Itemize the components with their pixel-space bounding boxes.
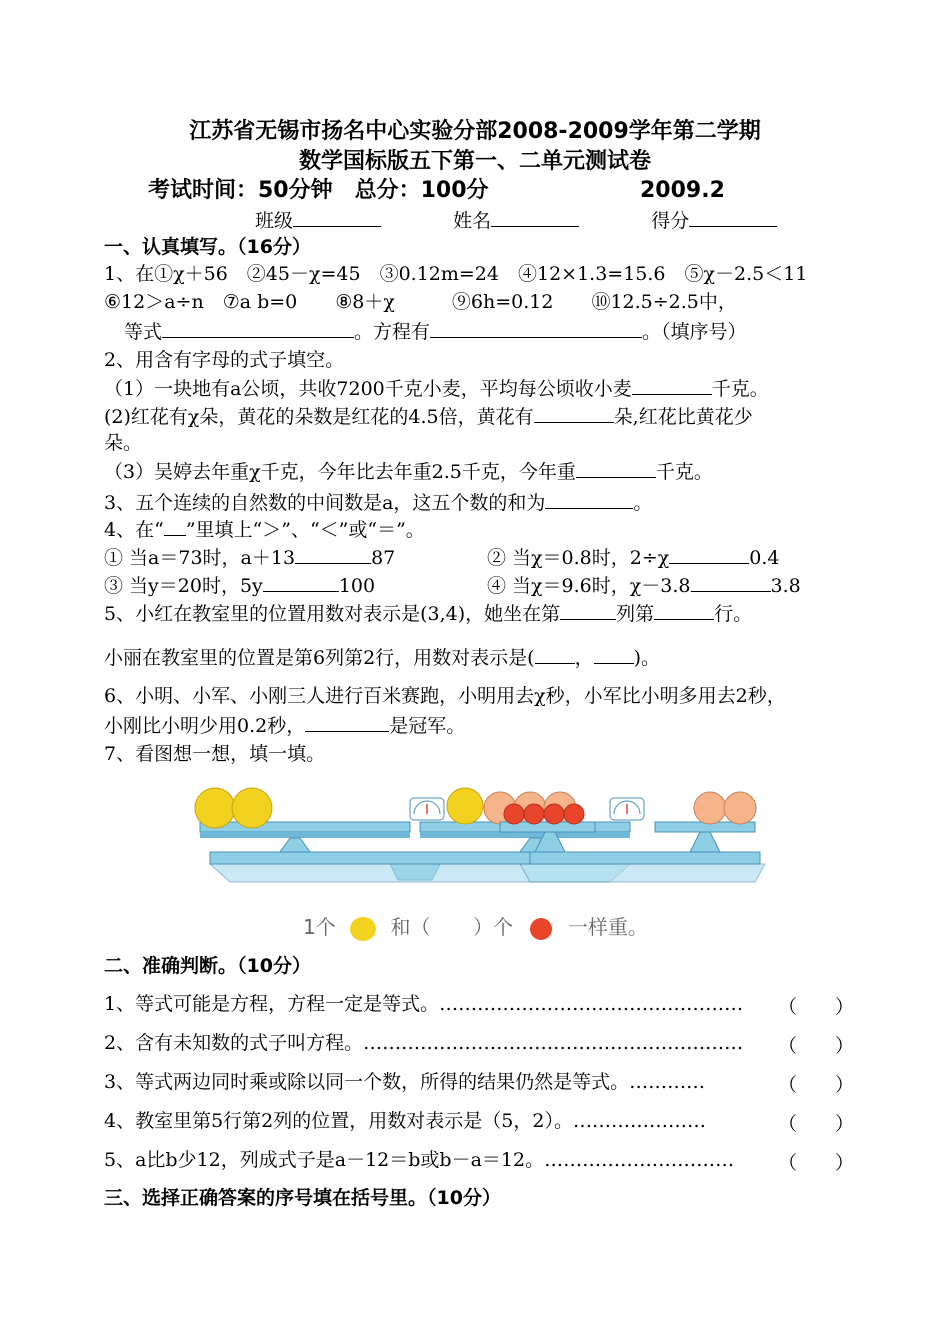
judge-item-4: 4、教室里第5行第2列的位置，用数对表示是（5，2）。………………… [104,1110,706,1132]
paren-open: （ [778,1035,798,1057]
caption-equal: 一样重。 [567,915,648,939]
q5-row-blank[interactable] [654,601,714,620]
q2-3-blank[interactable] [576,459,656,478]
exam-info: 考试时间：50分钟 总分：100分 [148,178,489,203]
caption-count: ）个 [473,915,514,939]
q5-text-b: 列第 [616,603,655,625]
q4-2-value: 0.4 [749,547,780,569]
q5-cont [104,645,660,670]
score-label: 得分 [651,210,690,232]
section-3-title: 三、选择正确答案的序号填在括号里。（10分） [104,1187,501,1209]
section-1-title: 一、认真填写。（16分） [104,236,311,258]
q5 [104,601,752,626]
q6-blank[interactable] [305,713,389,732]
q1-line3 [124,319,747,344]
q4-3-text: ③ 当y＝20时，5y [104,575,263,597]
paren-close: ） [835,1113,855,1135]
q2-2 [104,404,753,429]
judge-answer-1[interactable] [778,992,854,1019]
name-label: 姓名 [453,210,492,232]
judge-answer-3[interactable] [778,1070,854,1097]
q3-text: 3、五个连续的自然数的中间数是a，这五个数的和为 [104,492,546,514]
judge-answer-4[interactable] [778,1109,854,1136]
judge-answer-2[interactable] [778,1031,854,1058]
class-label: 班级 [255,210,294,232]
paren-open: （ [778,1113,798,1135]
figure-caption [303,915,648,941]
q5-text: 5、小红在教室里的位置用数对表示是(3,4)，她坐在第 [104,603,561,625]
q4-4-blank[interactable] [691,573,771,592]
judge-item-1: 1、等式可能是方程，方程一定是等式。………………………………………… [104,993,744,1015]
judge-item-5: 5、a比b少12，列成式子是a－12＝b或b－a＝12。………………………… [104,1149,735,1171]
q4-text-b: ”里填上“＞”、“＜”或“＝”。 [185,519,425,541]
q4-text-a: 4、在“ [104,519,164,541]
caption-and: 和（ [390,915,431,939]
q1-formula-blank[interactable] [430,319,642,338]
q4-1 [104,545,395,570]
q2-1-text: （1）一块地有a公顷，共收7200千克小麦，平均每公顷收小麦 [104,378,632,400]
apple-icon [530,918,552,940]
q2-2-blank[interactable] [534,404,614,423]
q4-4 [487,573,801,598]
header-fields [255,208,777,233]
q2-2-text-b: 朵,红花比黄花少 [613,406,753,428]
q4-4-text: ④ 当χ＝9.6时，χ－3.8 [487,575,691,597]
q2-3-unit: 千克。 [655,461,713,483]
exam-date: 2009.2 [640,178,725,203]
q6-line1: 6、小明、小军、小刚三人进行百米赛跑，小明用去χ秒，小军比小明多用去2秒， [104,685,786,707]
q5-end: 行。 [714,603,753,625]
q3-end: 。 [633,492,653,514]
q2-1 [104,376,769,401]
name-blank[interactable] [491,208,579,227]
q4-2-text: ② 当χ＝0.8时，2÷χ [487,547,670,569]
paren-close: ） [835,1035,855,1057]
q2-2-text: (2)红花有χ朵，黄花的朵数是红花的4.5倍，黄花有 [104,406,534,428]
q1-line2: ⑥12＞a÷n ⑦a b=0 ⑧8＋χ ⑨6h=0.12 ⑩12.5÷2.5中， [104,291,737,313]
q1-line1: 1、在①χ＋56 ②45－χ=45 ③0.12m=24 ④12×1.3=15.6 ⑤χ－2.5＜11 [104,263,808,285]
q4-4-value: 3.8 [770,575,801,597]
paren-open: （ [778,1074,798,1096]
q4-2 [487,545,780,570]
judge-answer-5[interactable] [778,1148,854,1175]
q2-1-unit: 千克。 [711,378,769,400]
page-title: 江苏省无锡市扬名中心实验分部2008-2009学年第二学期 [189,119,761,144]
q5-pair-x-blank[interactable] [535,645,575,664]
q2-3-text: （3）吴婷去年重χ千克，今年比去年重2.5千克，今年重 [104,461,576,483]
q2-3 [104,459,713,484]
paren-close: ） [835,1074,855,1096]
q2-2-cont: 朵。 [104,432,143,454]
q6-end: 是冠军。 [389,715,466,737]
q4-3-value: 100 [338,575,376,597]
q3-blank[interactable] [545,490,633,509]
q4-sample-blank [164,517,186,536]
q5-pair-y-blank[interactable] [594,645,634,664]
judge-item-3: 3、等式两边同时乘或除以同一个数，所得的结果仍然是等式。………… [104,1071,706,1093]
paren-open: （ [778,1152,798,1174]
q1-label-end: 。（填序号） [642,321,747,343]
q4-3 [104,573,375,598]
q5-comma: ， [574,647,594,669]
q4-1-value: 87 [371,547,396,569]
q4-1-blank[interactable] [295,545,371,564]
score-blank[interactable] [689,208,777,227]
class-blank[interactable] [293,208,381,227]
q4-3-blank[interactable] [263,573,339,592]
q4-1-text: ① 当a＝73时，a＋13 [104,547,296,569]
paren-close: ） [835,1152,855,1174]
q7-title: 7、看图想一想，填一填。 [104,743,326,765]
paren-close: ） [835,996,855,1018]
q1-equation-blank[interactable] [162,319,354,338]
q2-1-blank[interactable] [632,376,712,395]
page-subtitle: 数学国标版五下第一、二单元测试卷 [298,149,651,174]
q5-cont-end: )。 [633,647,661,669]
q1-label-formula: 。方程有 [354,321,431,343]
q4-2-blank[interactable] [669,545,749,564]
q6-line2 [104,713,465,738]
q1-label-equation: 等式 [124,321,163,343]
q2-title: 2、用含有字母的式子填空。 [104,349,345,371]
q4-title [104,517,425,542]
q3 [104,490,652,515]
caption-one: 1个 [303,915,336,939]
q5-cont-text: 小丽在教室里的位置是第6列第2行，用数对表示是( [104,647,535,669]
q5-col-blank[interactable] [560,601,616,620]
q6-text: 小刚比小明少用0.2秒， [104,715,306,737]
paren-open: （ [778,996,798,1018]
pear-icon [350,917,376,941]
section-2-title: 二、准确判断。（10分） [104,955,311,977]
judge-item-2: 2、含有未知数的式子叫方程。…………………………………………………… [104,1032,744,1054]
